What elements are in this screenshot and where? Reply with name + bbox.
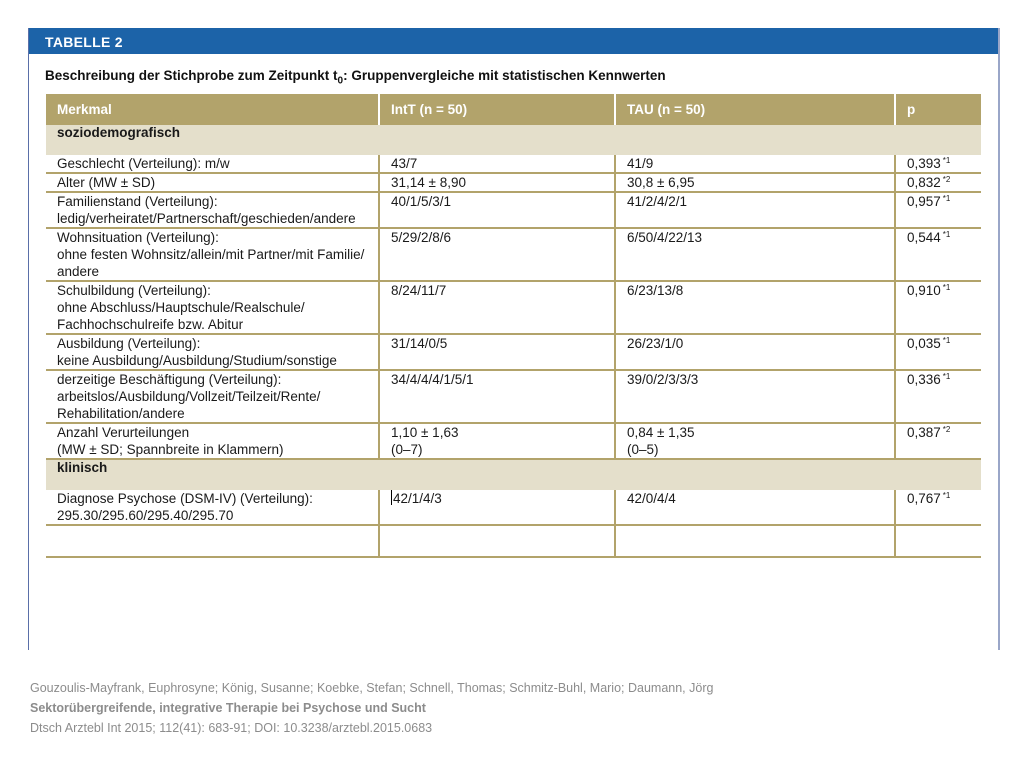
cell-line (57, 441, 367, 458)
cell-line (57, 352, 367, 369)
table-row (46, 228, 981, 281)
cell-text: 26/23/1/0 (627, 336, 684, 351)
data-table (46, 94, 981, 558)
cell-text: (0–7) (391, 442, 423, 457)
cell-intt (379, 423, 615, 459)
cell-empty (46, 525, 379, 557)
cell-text: 42/1/4/3 (393, 491, 442, 506)
cell-intt (379, 334, 615, 370)
cell-line (57, 490, 367, 507)
cell-text: keine Ausbildung/Ausbildung/Studium/sonstige (57, 353, 337, 368)
cell-text: Fachhochschulreife bzw. Abitur (57, 317, 244, 332)
section-row (46, 125, 981, 155)
cell-tau (615, 423, 895, 459)
cell-text: 5/29/2/8/6 (391, 230, 452, 245)
cell-text: 31,14 ± 8,90 (391, 175, 466, 190)
p-value: 0,957 (907, 194, 941, 209)
cell-text: Diagnose Psychose (DSM-IV) (Verteilung): (57, 491, 313, 506)
cell-p (895, 173, 981, 192)
cell-text: Alter (MW ± SD) (57, 175, 156, 190)
cell-text: 41/9 (627, 156, 654, 171)
p-value: 0,544 (907, 230, 941, 245)
cell-merkmal (46, 192, 379, 228)
cell-line (391, 441, 603, 458)
cell-intt (379, 370, 615, 423)
cell-empty (895, 525, 981, 557)
cell-line (57, 210, 367, 227)
cell-line (627, 174, 883, 191)
table-banner (29, 28, 998, 54)
table-row (46, 334, 981, 370)
cell-line (57, 246, 367, 263)
header-intt: IntT (n = 50) (379, 94, 615, 125)
cell-p (895, 192, 981, 228)
cell-line (391, 155, 603, 172)
cell-merkmal (46, 370, 379, 423)
cell-line (627, 282, 883, 299)
p-value: 0,767 (907, 491, 941, 506)
section-row (46, 459, 981, 490)
cell-line (57, 155, 367, 172)
cell-line (391, 174, 603, 191)
p-value: 0,832 (907, 175, 941, 190)
cell-text: 40/1/5/3/1 (391, 194, 452, 209)
cell-p (895, 334, 981, 370)
footer-citation: Dtsch Arztebl Int 2015; 112(41): 683-91; DOI: 10.3238/arztebl.2015.0683 (30, 721, 433, 735)
cell-line (391, 229, 603, 246)
caption-subscript: 0 (337, 75, 344, 87)
cell-text: 8/24/11/7 (391, 283, 447, 298)
cell-tau (615, 228, 895, 281)
cell-text: 31/14/0/5 (391, 336, 448, 351)
caption-text-end: : Gruppenvergleiche mit statistischen Kennwerten (343, 68, 666, 83)
cell-merkmal (46, 173, 379, 192)
cell-line (57, 405, 367, 422)
cell-line (57, 316, 367, 333)
table-row (46, 281, 981, 334)
cell-p (895, 155, 981, 173)
cell-text: Rehabilitation/andere (57, 406, 185, 421)
cell-line (627, 490, 883, 507)
cell-line (57, 507, 367, 524)
table-row-cutoff (46, 525, 981, 557)
cell-line (57, 424, 367, 441)
p-footnote-marker: *1 (942, 194, 951, 203)
cell-text: (MW ± SD; Spannbreite in Klammern) (57, 442, 284, 457)
cell-line (627, 441, 883, 458)
cell-line (627, 193, 883, 210)
cell-text: ledig/verheiratet/Partnerschaft/geschieden/andere (57, 211, 356, 226)
cell-intt (379, 281, 615, 334)
p-value: 0,387 (907, 425, 941, 440)
cell-line (57, 193, 367, 210)
header-tau: TAU (n = 50) (615, 94, 895, 125)
cell-line (627, 371, 883, 388)
cell-text: 43/7 (391, 156, 418, 171)
cell-text: 6/23/13/8 (627, 283, 684, 298)
p-footnote-marker: *1 (942, 491, 951, 500)
cell-line (57, 282, 367, 299)
table-row (46, 490, 981, 525)
table-figure (28, 28, 1000, 650)
cell-line (57, 299, 367, 316)
p-value: 0,336 (907, 372, 941, 387)
p-footnote-marker: *1 (942, 230, 951, 239)
cell-tau (615, 281, 895, 334)
cell-text: Wohnsituation (Verteilung): (57, 230, 219, 245)
cell-tau (615, 490, 895, 525)
cell-intt (379, 192, 615, 228)
cell-text: Familienstand (Verteilung): (57, 194, 218, 209)
p-value: 0,393 (907, 156, 941, 171)
cell-merkmal (46, 490, 379, 525)
cell-text: 30,8 ± 6,95 (627, 175, 695, 190)
footer-title: Sektorübergreifende, integrative Therapie bei Psychose und Sucht (30, 701, 426, 715)
table-body (46, 125, 981, 557)
cell-line (391, 282, 603, 299)
cell-text: ohne festen Wohnsitz/allein/mit Partner/mit Familie/ (57, 247, 365, 262)
cell-line (627, 424, 883, 441)
cell-text: Anzahl Verurteilungen (57, 425, 190, 440)
cell-text: 6/50/4/22/13 (627, 230, 703, 245)
table-row (46, 192, 981, 228)
cell-merkmal (46, 228, 379, 281)
cell-text: Geschlecht (Verteilung): m/w (57, 156, 230, 171)
p-value: 0,910 (907, 283, 941, 298)
cell-p (895, 490, 981, 525)
cell-merkmal (46, 423, 379, 459)
header-merkmal: Merkmal (46, 94, 379, 125)
cell-text: 39/0/2/3/3/3 (627, 372, 699, 387)
p-footnote-marker: *1 (942, 156, 951, 165)
cell-intt (379, 228, 615, 281)
cell-intt (379, 155, 615, 173)
cell-line (391, 371, 603, 388)
cell-line (391, 193, 603, 210)
cell-line (627, 155, 883, 172)
cell-text: Schulbildung (Verteilung): (57, 283, 211, 298)
cell-text: 0,84 ± 1,35 (627, 425, 695, 440)
cell-merkmal (46, 334, 379, 370)
cell-text: (0–5) (627, 442, 659, 457)
cell-line (627, 229, 883, 246)
cell-line (57, 335, 367, 352)
cell-empty (379, 525, 615, 557)
cell-intt (379, 173, 615, 192)
table-row (46, 370, 981, 423)
section-title: soziodemografisch (46, 125, 981, 155)
cell-text: andere (57, 264, 100, 279)
cell-line (391, 335, 603, 352)
table-number: TABELLE 2 (45, 34, 123, 50)
header-p: p (895, 94, 981, 125)
p-footnote-marker: *2 (942, 425, 951, 434)
cell-tau (615, 334, 895, 370)
cell-text: 42/0/4/4 (627, 491, 676, 506)
cell-merkmal (46, 155, 379, 173)
cell-p (895, 423, 981, 459)
cell-line (57, 263, 367, 280)
cell-text: Ausbildung (Verteilung): (57, 336, 201, 351)
cell-text: ohne Abschluss/Hauptschule/Realschule/ (57, 300, 305, 315)
cell-tau (615, 155, 895, 173)
p-footnote-marker: *2 (942, 175, 951, 184)
table-caption (45, 68, 666, 87)
section-title: klinisch (46, 459, 981, 490)
cell-tau (615, 370, 895, 423)
cell-line (391, 424, 603, 441)
cell-p (895, 370, 981, 423)
cell-p (895, 281, 981, 334)
table-row (46, 173, 981, 192)
text-cursor (391, 490, 392, 505)
caption-text: Beschreibung der Stichprobe zum Zeitpunkt t (45, 68, 338, 83)
footer-authors: Gouzoulis-Mayfrank, Euphrosyne; König, Susanne; Koebke, Stefan; Schnell, Thomas; Schmitz-Buhl, Mario; Daumann, Jörg (30, 681, 714, 695)
p-footnote-marker: *1 (942, 283, 951, 292)
cell-line (57, 371, 367, 388)
cell-text: 41/2/4/2/1 (627, 194, 688, 209)
cell-text: 34/4/4/4/1/5/1 (391, 372, 474, 387)
cell-tau (615, 192, 895, 228)
p-footnote-marker: *1 (942, 336, 951, 345)
cell-text: 1,10 ± 1,63 (391, 425, 459, 440)
cell-line (627, 335, 883, 352)
cell-line (391, 490, 603, 507)
table-row (46, 423, 981, 459)
p-footnote-marker: *1 (942, 372, 951, 381)
cell-line (57, 174, 367, 191)
table-row (46, 155, 981, 173)
cell-text: arbeitslos/Ausbildung/Vollzeit/Teilzeit/Rente/ (57, 389, 321, 404)
source-footer (30, 678, 713, 738)
cell-text: 295.30/295.60/295.40/295.70 (57, 508, 234, 523)
cell-p (895, 228, 981, 281)
p-value: 0,035 (907, 336, 941, 351)
cell-intt (379, 490, 615, 525)
cell-empty (615, 525, 895, 557)
header-row (46, 94, 981, 125)
cell-line (57, 229, 367, 246)
cell-tau (615, 173, 895, 192)
cell-merkmal (46, 281, 379, 334)
cell-line (57, 388, 367, 405)
cell-text: derzeitige Beschäftigung (Verteilung): (57, 372, 282, 387)
